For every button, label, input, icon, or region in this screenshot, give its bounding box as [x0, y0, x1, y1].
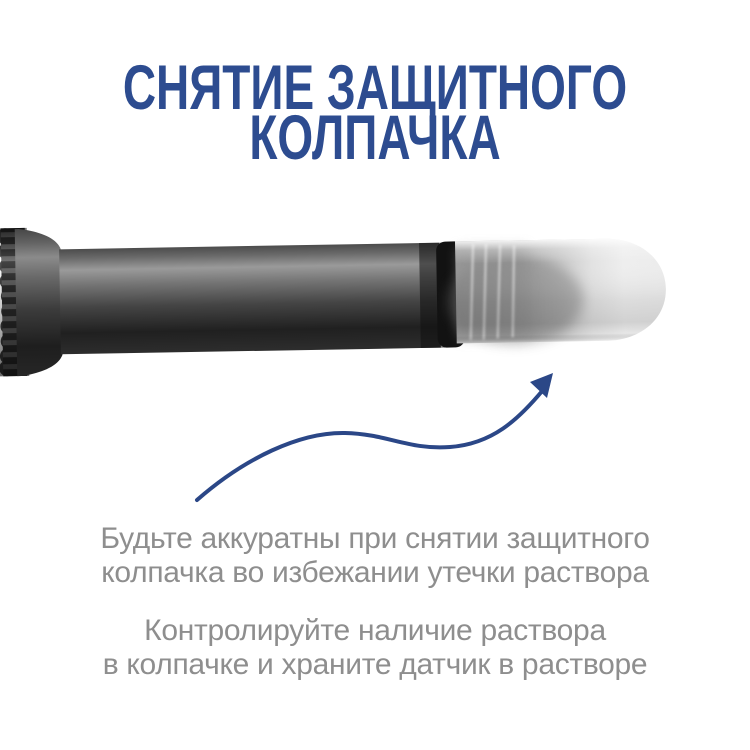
page-title-line2: КОЛПАЧКА — [249, 103, 501, 173]
caution-note — [0, 522, 750, 590]
storage-note — [0, 614, 750, 682]
storage-note-line1: Контролируйте наличие раствора — [144, 614, 606, 647]
protective-cap — [446, 238, 667, 346]
page-title — [0, 53, 750, 173]
collar-taper — [15, 228, 64, 376]
probe-body — [59, 241, 465, 354]
caution-note-line2: колпачка во избежании утечки раствора — [101, 556, 649, 589]
caution-note-line1: Будьте аккуратны при снятии защитного — [100, 522, 650, 555]
curved-arrow-icon — [175, 358, 575, 513]
page-title-line1: СНЯТИЕ ЗАЩИТНОГО — [122, 53, 628, 123]
storage-note-line2: в колпачке и храните датчик в растворе — [102, 648, 648, 681]
